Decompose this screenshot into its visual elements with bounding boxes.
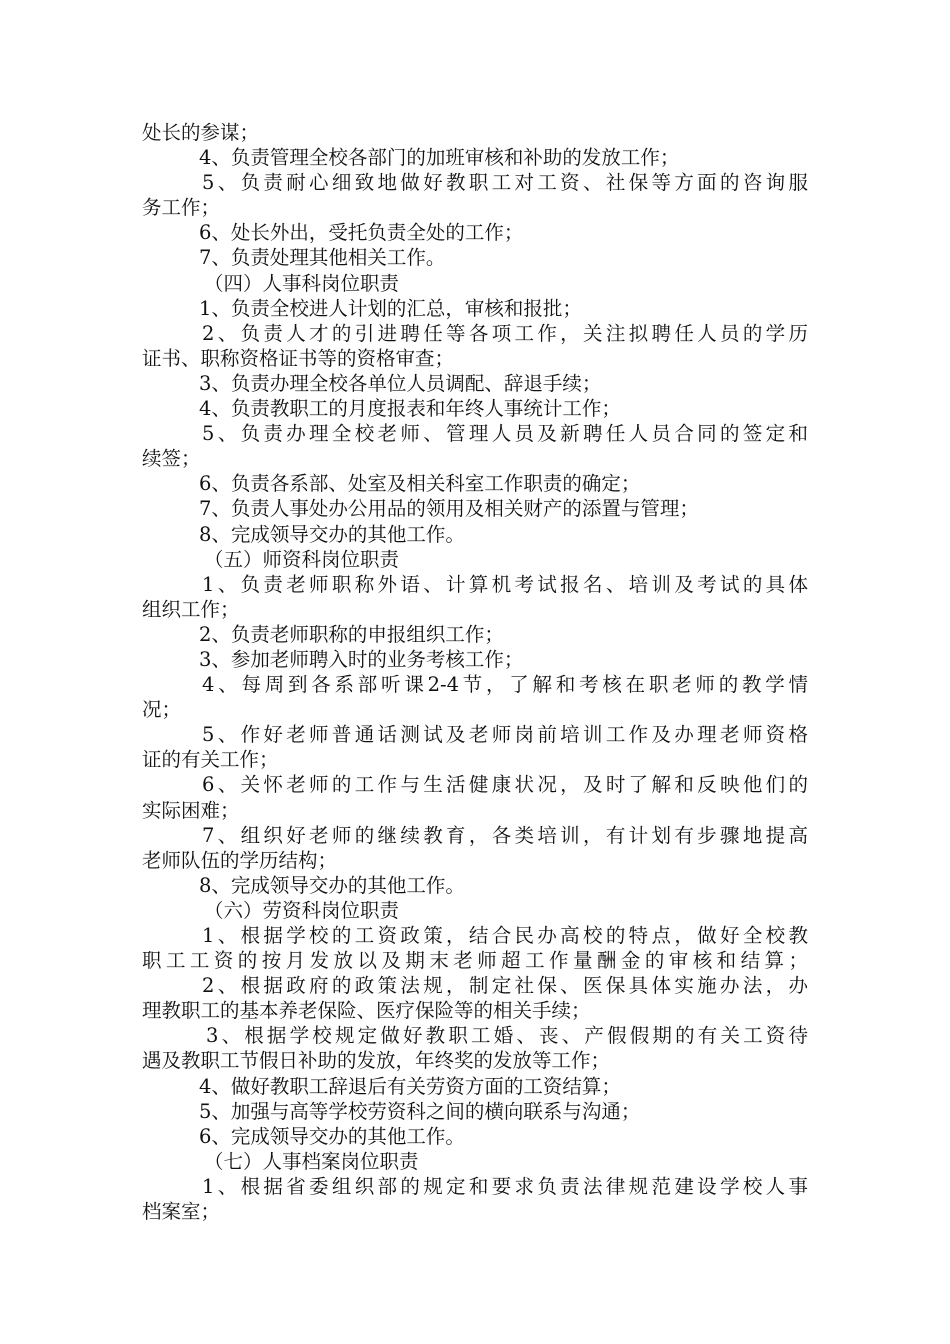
text-line: 4、负责教职工的月度报表和年终人事统计工作； xyxy=(199,397,621,421)
text-line: （五）师资科岗位职责 xyxy=(204,547,400,571)
text-line: 8、完成领导交办的其他工作。 xyxy=(199,522,465,546)
text-line: （七）人事档案岗位职责 xyxy=(204,1149,419,1173)
text-line: 务工作； xyxy=(142,196,221,220)
text-line: 2、负责老师职称的申报组织工作； xyxy=(199,622,504,646)
text-line: 3、参加老师聘入时的业务考核工作； xyxy=(199,647,524,671)
document-page xyxy=(142,120,808,1224)
text-line: 4、做好教职工辞退后有关劳资方面的工资结算； xyxy=(199,1074,621,1098)
text-line: 3、根据学校规定做好教职工婚、丧、产假假期的有关工资待 xyxy=(206,1024,808,1048)
text-line: 2、负责人才的引进聘任等各项工作，关注拟聘任人员的学历 xyxy=(202,321,808,345)
text-line: （六）劳资科岗位职责 xyxy=(204,898,400,922)
text-line: 1、负责全校进人计划的汇总，审核和报批； xyxy=(199,296,582,320)
text-line: 5、负责耐心细致地做好教职工对工资、社保等方面的咨询服 xyxy=(202,171,808,195)
text-line: 处长的参谋； xyxy=(142,121,260,144)
text-line: 档案室； xyxy=(142,1200,221,1224)
text-line: 8、完成领导交办的其他工作。 xyxy=(199,873,465,897)
text-line: 遇及教职工节假日补助的发放，年终奖的发放等工作； xyxy=(142,1049,611,1073)
text-line: 老师队伍的学历结构； xyxy=(142,848,338,872)
text-line: 5、作好老师普通话测试及老师岗前培训工作及办理老师资格 xyxy=(202,723,808,747)
text-line: 6、关怀老师的工作与生活健康状况，及时了解和反映他们的 xyxy=(202,773,808,797)
text-line: 6、处长外出，受托负责全处的工作； xyxy=(199,221,524,245)
text-line: 续签； xyxy=(142,447,201,471)
text-line: 理教职工的基本养老保险、医疗保险等的相关手续； xyxy=(142,999,591,1023)
text-line: 1、负责老师职称外语、计算机考试报名、培训及考试的具体 xyxy=(202,572,808,596)
text-line: 6、完成领导交办的其他工作。 xyxy=(199,1124,465,1148)
text-line: 6、负责各系部、处室及相关科室工作职责的确定； xyxy=(199,472,641,496)
text-line: 5、负责办理全校老师、管理人员及新聘任人员合同的签定和 xyxy=(202,422,808,446)
text-line: 2、根据政府的政策法规，制定社保、医保具体实施办法，办 xyxy=(202,974,808,998)
text-line: 职工工资的按月发放以及期末老师超工作量酬金的审核和结算； xyxy=(142,949,808,973)
text-line: 实际困难； xyxy=(142,798,240,822)
text-line: 组织工作； xyxy=(142,597,240,621)
text-line: 况； xyxy=(142,698,182,722)
text-line: 4、每周到各系部听课2-4节，了解和考核在职老师的教学情 xyxy=(202,673,808,697)
text-line: 5、加强与高等学校劳资科之间的横向联系与沟通； xyxy=(199,1099,641,1123)
text-line: 1、根据学校的工资政策，结合民办高校的特点，做好全校教 xyxy=(202,924,808,947)
text-line: 7、负责人事处办公用品的领用及相关财产的添置与管理； xyxy=(199,497,699,521)
text-line: 证书、职称资格证书等的资格审查； xyxy=(142,346,455,370)
text-line: （四）人事科岗位职责 xyxy=(204,271,400,295)
text-line: 证的有关工作； xyxy=(142,748,279,772)
text-line: 7、组织好老师的继续教育，各类培训，有计划有步骤地提高 xyxy=(202,823,808,847)
text-line: 3、负责办理全校各单位人员调配、辞退手续； xyxy=(199,371,602,395)
text-line: 7、负责处理其他相关工作。 xyxy=(199,246,446,270)
text-line: 4、负责管理全校各部门的加班审核和补助的发放工作； xyxy=(199,146,680,170)
text-line: 1、根据省委组织部的规定和要求负责法律规范建设学校人事 xyxy=(202,1174,808,1198)
